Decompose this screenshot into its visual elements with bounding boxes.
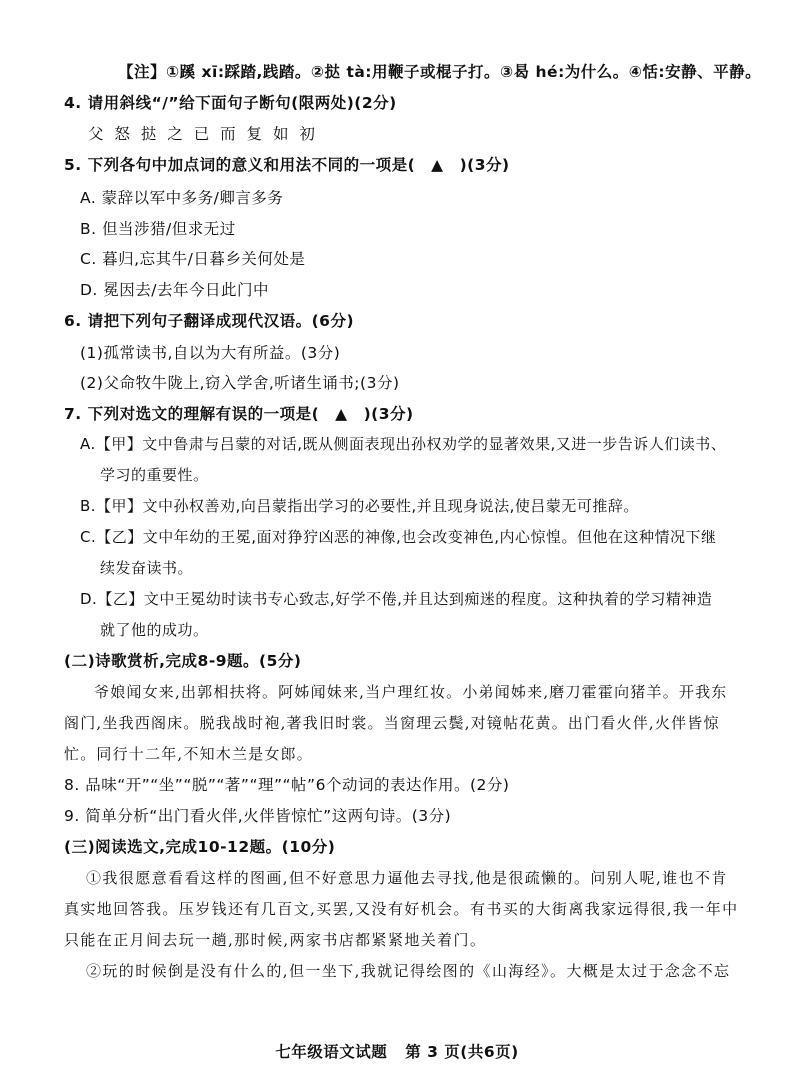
essay-line-4: ②玩的时候倒是没有什么的,但一坐下,我就记得绘图的《山海经》。大概是太过于念念不忘	[86, 962, 731, 980]
question-5-option-d: D. 冕因去/去年今日此门中	[80, 281, 270, 299]
question-5-option-b: B. 但当涉猎/但求无过	[80, 220, 236, 238]
footnote: 【注】①蹊 xī:踩踏,践踏。②挞 tà:用鞭子或棍子打。③曷 hé:为什么。④恬:安静、平静。	[118, 63, 762, 81]
essay-line-1: ①我很愿意看看这样的图画,但不好意思力逼他去寻找,他是很疏懒的。问别人呢,谁也不肯	[86, 869, 728, 887]
section-2-heading: (二)诗歌赏析,完成8-9题。(5分)	[64, 652, 302, 670]
question-4-sentence: 父 怒 挞 之 已 而 复 如 初	[88, 125, 318, 143]
section-3-heading: (三)阅读选文,完成10-12题。(10分)	[64, 838, 336, 856]
essay-line-2: 真实地回答我。压岁钱还有几百文,买罢,又没有好机会。有书买的大街离我家远得很,我一年中	[64, 900, 739, 918]
question-7-option-d: D.【乙】文中王冕幼时读书专心致志,好学不倦,并且达到痴迷的程度。这种执着的学习精神造	[80, 590, 713, 608]
question-7-option-d-cont: 就了他的成功。	[100, 621, 209, 639]
question-6-stem: 6. 请把下列句子翻译成现代汉语。(6分)	[64, 312, 355, 330]
page-footer	[0, 1040, 794, 1062]
question-8: 8. 品味“开”“坐”“脱”“著”“理”“帖”6个动词的表达作用。(2分)	[64, 776, 510, 794]
question-7-option-a: A.【甲】文中鲁肃与吕蒙的对话,既从侧面表现出孙权劝学的显著效果,又进一步告诉人们读书、	[80, 435, 727, 453]
question-4-stem: 4. 请用斜线“/”给下面句子断句(限两处)(2分)	[64, 94, 397, 112]
footer-title: 七年级语文试题	[275, 1043, 388, 1061]
question-7-option-c: C.【乙】文中年幼的王冕,面对狰狞凶恶的神像,也会改变神色,内心惊惶。但他在这种情况下继	[80, 528, 717, 546]
question-5-option-a: A. 蒙辞以军中多务/卿言多务	[80, 189, 284, 207]
poem-line-3: 忙。同行十二年,不知木兰是女郎。	[64, 745, 313, 763]
essay-line-3: 只能在正月间去玩一趟,那时候,两家书店都紧紧地关着门。	[64, 931, 487, 949]
question-5-stem: 5. 下列各句中加点词的意义和用法不同的一项是( ▲ )(3分)	[64, 156, 510, 174]
poem-line-1: 爷娘闻女来,出郭相扶将。阿姊闻妹来,当户理红妆。小弟闻姊来,磨刀霍霍向猪羊。开我东	[94, 683, 728, 701]
poem-line-2: 阁门,坐我西阁床。脱我战时袍,著我旧时裳。当窗理云鬓,对镜帖花黄。出门看火伴,火伴皆惊	[64, 714, 720, 732]
question-7-option-a-cont: 学习的重要性。	[100, 466, 209, 484]
question-7-option-b: B.【甲】文中孙权善劝,向吕蒙指出学习的必要性,并且现身说法,使吕蒙无可推辞。	[80, 497, 639, 515]
question-9: 9. 简单分析“出门看火伴,火伴皆惊忙”这两句诗。(3分)	[64, 807, 452, 825]
footer-page-number: 第 3 页(共6页)	[405, 1043, 519, 1061]
question-7-option-c-cont: 续发奋读书。	[100, 559, 194, 577]
question-6-item-2: (2)父命牧牛陇上,窃入学舍,听诸生诵书;(3分)	[80, 374, 400, 392]
question-6-item-1: (1)孤常读书,自以为大有所益。(3分)	[80, 344, 341, 362]
question-7-stem: 7. 下列对选文的理解有误的一项是( ▲ )(3分)	[64, 405, 414, 423]
question-5-option-c: C. 暮归,忘其牛/日暮乡关何处是	[80, 250, 306, 268]
